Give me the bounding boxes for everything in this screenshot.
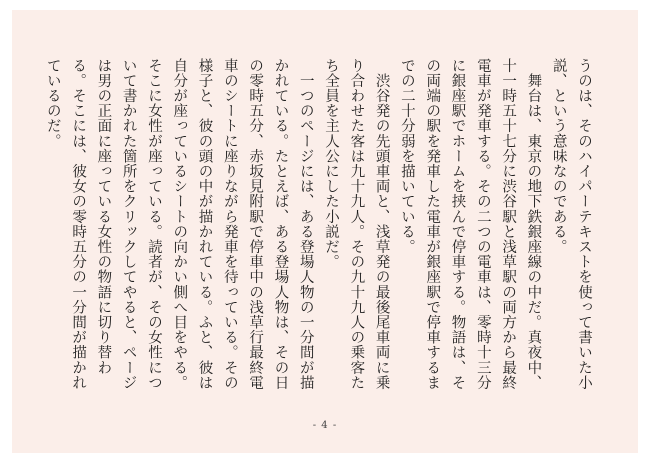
text-line: 渋谷発の先頭車両と、浅草発の最後尾車両に乗 [373, 58, 390, 391]
text-line: そこに女性が座っている。読者が、その女性につ [145, 58, 162, 391]
text-line: 十一時五十七分に渋谷駅と浅草駅の両方から最終 [500, 58, 517, 391]
text-line: は男の正面に座っている女性の物語に切り替わ [95, 58, 112, 376]
text-line: 車のシートに座りながら発車を待っている。その [221, 58, 238, 391]
text-line: ているのだ。 [44, 58, 61, 149]
text-line: の零時五分、赤坂見附駅で停車中の浅草行最終電 [247, 58, 264, 391]
text-line: に銀座駅でホームを挟んで停車する。物語は、そ [449, 58, 466, 391]
vertical-body-text [39, 58, 596, 416]
text-line: 様子と、彼の頭の中が描かれている。ふと、彼は [196, 58, 213, 391]
text-line: り合わせた客は九十九人。その九十九人の乗客た [348, 58, 365, 391]
text-line: 電車が発車する。その二つの電車は、零時十三分 [474, 58, 491, 391]
text-line: うのは、そのハイパーテキストを使って書いた小 [576, 58, 592, 391]
text-line: る。そこには、彼女の零時五分の一分間が描かれ [70, 58, 87, 391]
page-number: - 4 - [312, 420, 338, 431]
text-line: 自分が座っているシートの向かい側へ目をやる。 [171, 58, 188, 391]
text-line: での二十分弱を描いている。 [398, 58, 415, 255]
text-line: いて書かれた箇所をクリックしてやると、ページ [120, 58, 137, 391]
text-line: かれている。たとえば、ある登場人物は、その日 [272, 58, 289, 391]
text-line: 一つのページには、ある登場人物の一分間が描 [297, 58, 314, 391]
text-line: 説、という意味なのである。 [550, 58, 567, 255]
text-line: 舞台は、東京の地下鉄銀座線の中だ。真夜中、 [525, 58, 542, 391]
text-line: の両端の駅を発車した電車が銀座駅で停車するま [424, 58, 441, 391]
text-line: ち全員を主人公にした小説だ。 [323, 58, 340, 270]
